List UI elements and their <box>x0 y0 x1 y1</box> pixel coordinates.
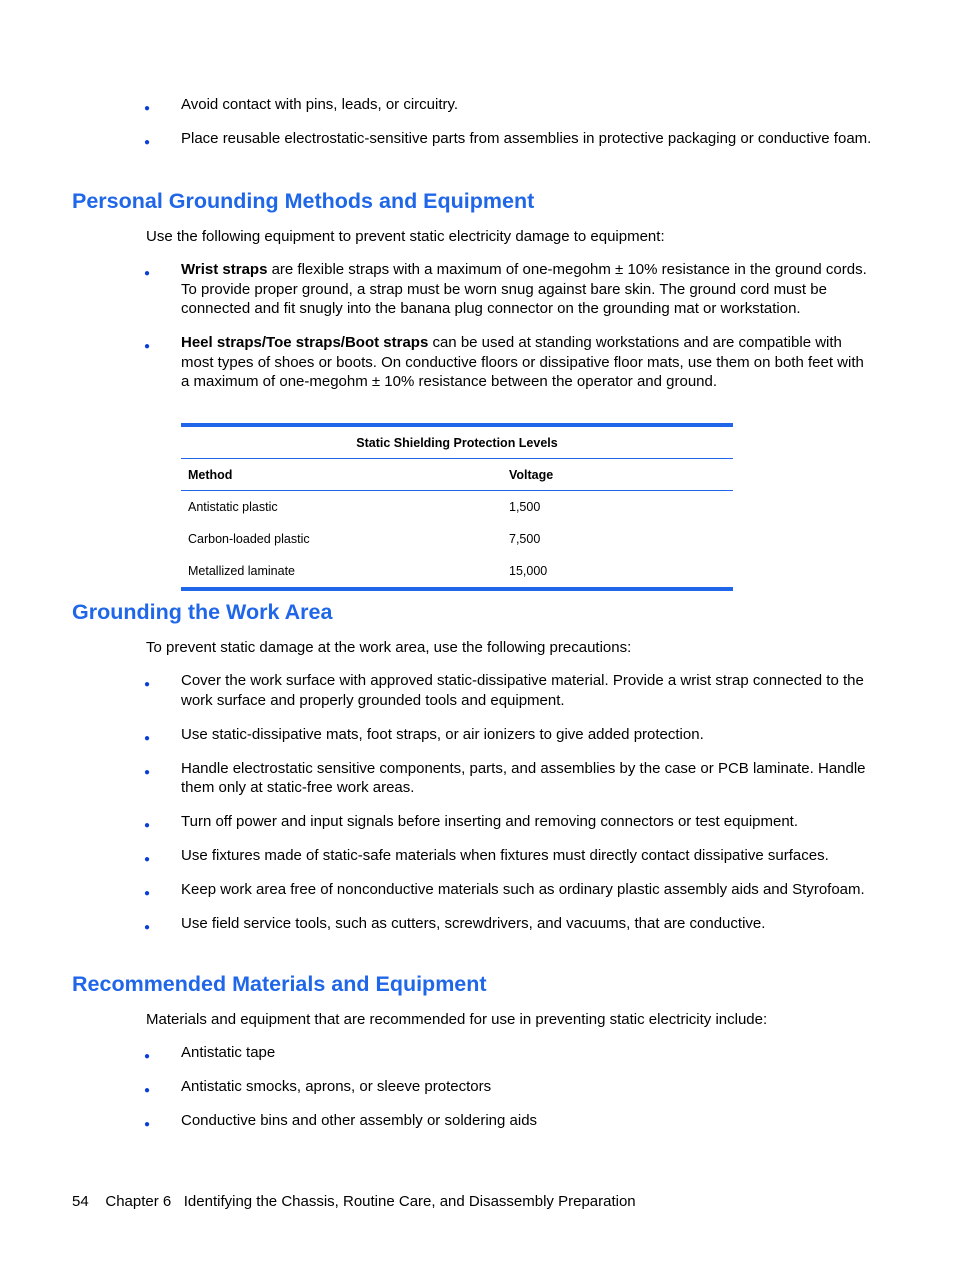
equipment-bullet-list <box>144 260 874 406</box>
bullet-icon: ● <box>144 854 151 865</box>
top-bullet-list <box>144 95 874 163</box>
chapter-label: Chapter 6 <box>105 1193 172 1210</box>
bullet-icon: ● <box>144 922 151 933</box>
bullet-icon: ● <box>144 103 151 114</box>
precautions-bullet-list <box>144 671 874 948</box>
list-item: ● Cover the work surface with approved static-dissipative material. Provide a wrist strap connected to the work surface and properly grounded tools and equipment. <box>144 672 864 709</box>
chapter-title: Identifying the Chassis, Routine Care, and Disassembly Preparation <box>183 1193 636 1210</box>
bullet-icon: ● <box>144 732 151 744</box>
section-heading-grounding-work-area: Grounding the Work Area <box>72 600 333 624</box>
table-bottom-rule <box>181 587 733 591</box>
bullet-icon: ● <box>144 1085 151 1096</box>
list-item: ● Use field service tools, such as cutters, screwdrivers, and vacuums, that are conductive. <box>144 914 874 934</box>
list-item: ● Use fixtures made of static-safe materials when fixtures must directly contact dissipative surfaces. <box>144 846 874 866</box>
list-item: ● Keep work area free of nonconductive materials such as ordinary plastic assembly aids and Styrofoam. <box>144 880 874 900</box>
list-item: ● Handle electrostatic sensitive components, parts, and assemblies by the case or PCB laminate. Handle them only at static-free work areas. <box>144 759 866 796</box>
page-footer <box>72 1192 636 1211</box>
list-item: ● Avoid contact with pins, leads, or circuitry. <box>144 95 874 115</box>
bullet-icon: ● <box>144 137 151 148</box>
column-header-method: Method <box>181 459 502 491</box>
list-item: ● Wrist straps are flexible straps with a maximum of one-megohm ± 10% resistance in the ground cords. To provide proper ground, a strap must be worn snug against bare skin. The ground cord must be connected and fit snugly into the banana plug connector on the grounding mat or workstation. <box>144 261 867 317</box>
bullet-icon: ● <box>144 766 151 778</box>
list-item: ● Antistatic tape <box>144 1043 874 1063</box>
bullet-icon: ● <box>144 1051 151 1062</box>
table-row: Carbon-loaded plastic 7,500 <box>188 532 541 546</box>
section-intro: Materials and equipment that are recommended for use in preventing static electricity include: <box>146 1011 768 1028</box>
bullet-icon: ● <box>144 1119 151 1130</box>
bullet-icon: ● <box>144 679 151 690</box>
section-intro: To prevent static damage at the work area, use the following precautions: <box>146 639 632 656</box>
bullet-icon: ● <box>144 888 151 899</box>
static-shielding-table <box>181 423 733 591</box>
table-row: Antistatic plastic 1,500 <box>188 500 541 514</box>
list-item: ● Place reusable electrostatic-sensitive parts from assemblies in protective packaging or conductive foam. <box>144 129 874 149</box>
table-row: Metallized laminate 15,000 <box>188 564 548 578</box>
bullet-icon: ● <box>144 820 151 831</box>
bullet-icon: ● <box>144 268 151 279</box>
list-item: ● Use static-dissipative mats, foot straps, or air ionizers to give added protection. <box>144 725 874 745</box>
bullet-icon: ● <box>144 341 151 352</box>
term-wrist-straps: Wrist straps <box>181 261 268 278</box>
section-heading-personal-grounding: Personal Grounding Methods and Equipment <box>72 189 535 213</box>
section-intro: Use the following equipment to prevent static electricity damage to equipment: <box>146 228 665 245</box>
list-item: ● Antistatic smocks, aprons, or sleeve protectors <box>144 1077 874 1097</box>
materials-bullet-list <box>144 1043 874 1145</box>
page-number: 54 <box>72 1193 89 1210</box>
table-caption: Static Shielding Protection Levels <box>181 427 733 459</box>
list-item: ● Turn off power and input signals before inserting and removing connectors or test equipment. <box>144 812 874 832</box>
list-item: ● Conductive bins and other assembly or soldering aids <box>144 1111 874 1131</box>
term-heel-straps: Heel straps/Toe straps/Boot straps <box>181 334 429 351</box>
list-item: ● Heel straps/Toe straps/Boot straps can be used at standing workstations and are compatible with most types of shoes or boots. On conductive floors or dissipative floor mats, use them on both feet with a maximum of one-megohm ± 10% resistance between the operator and ground. <box>144 334 864 390</box>
column-header-voltage: Voltage <box>502 459 733 491</box>
section-heading-recommended-materials: Recommended Materials and Equipment <box>72 972 487 996</box>
